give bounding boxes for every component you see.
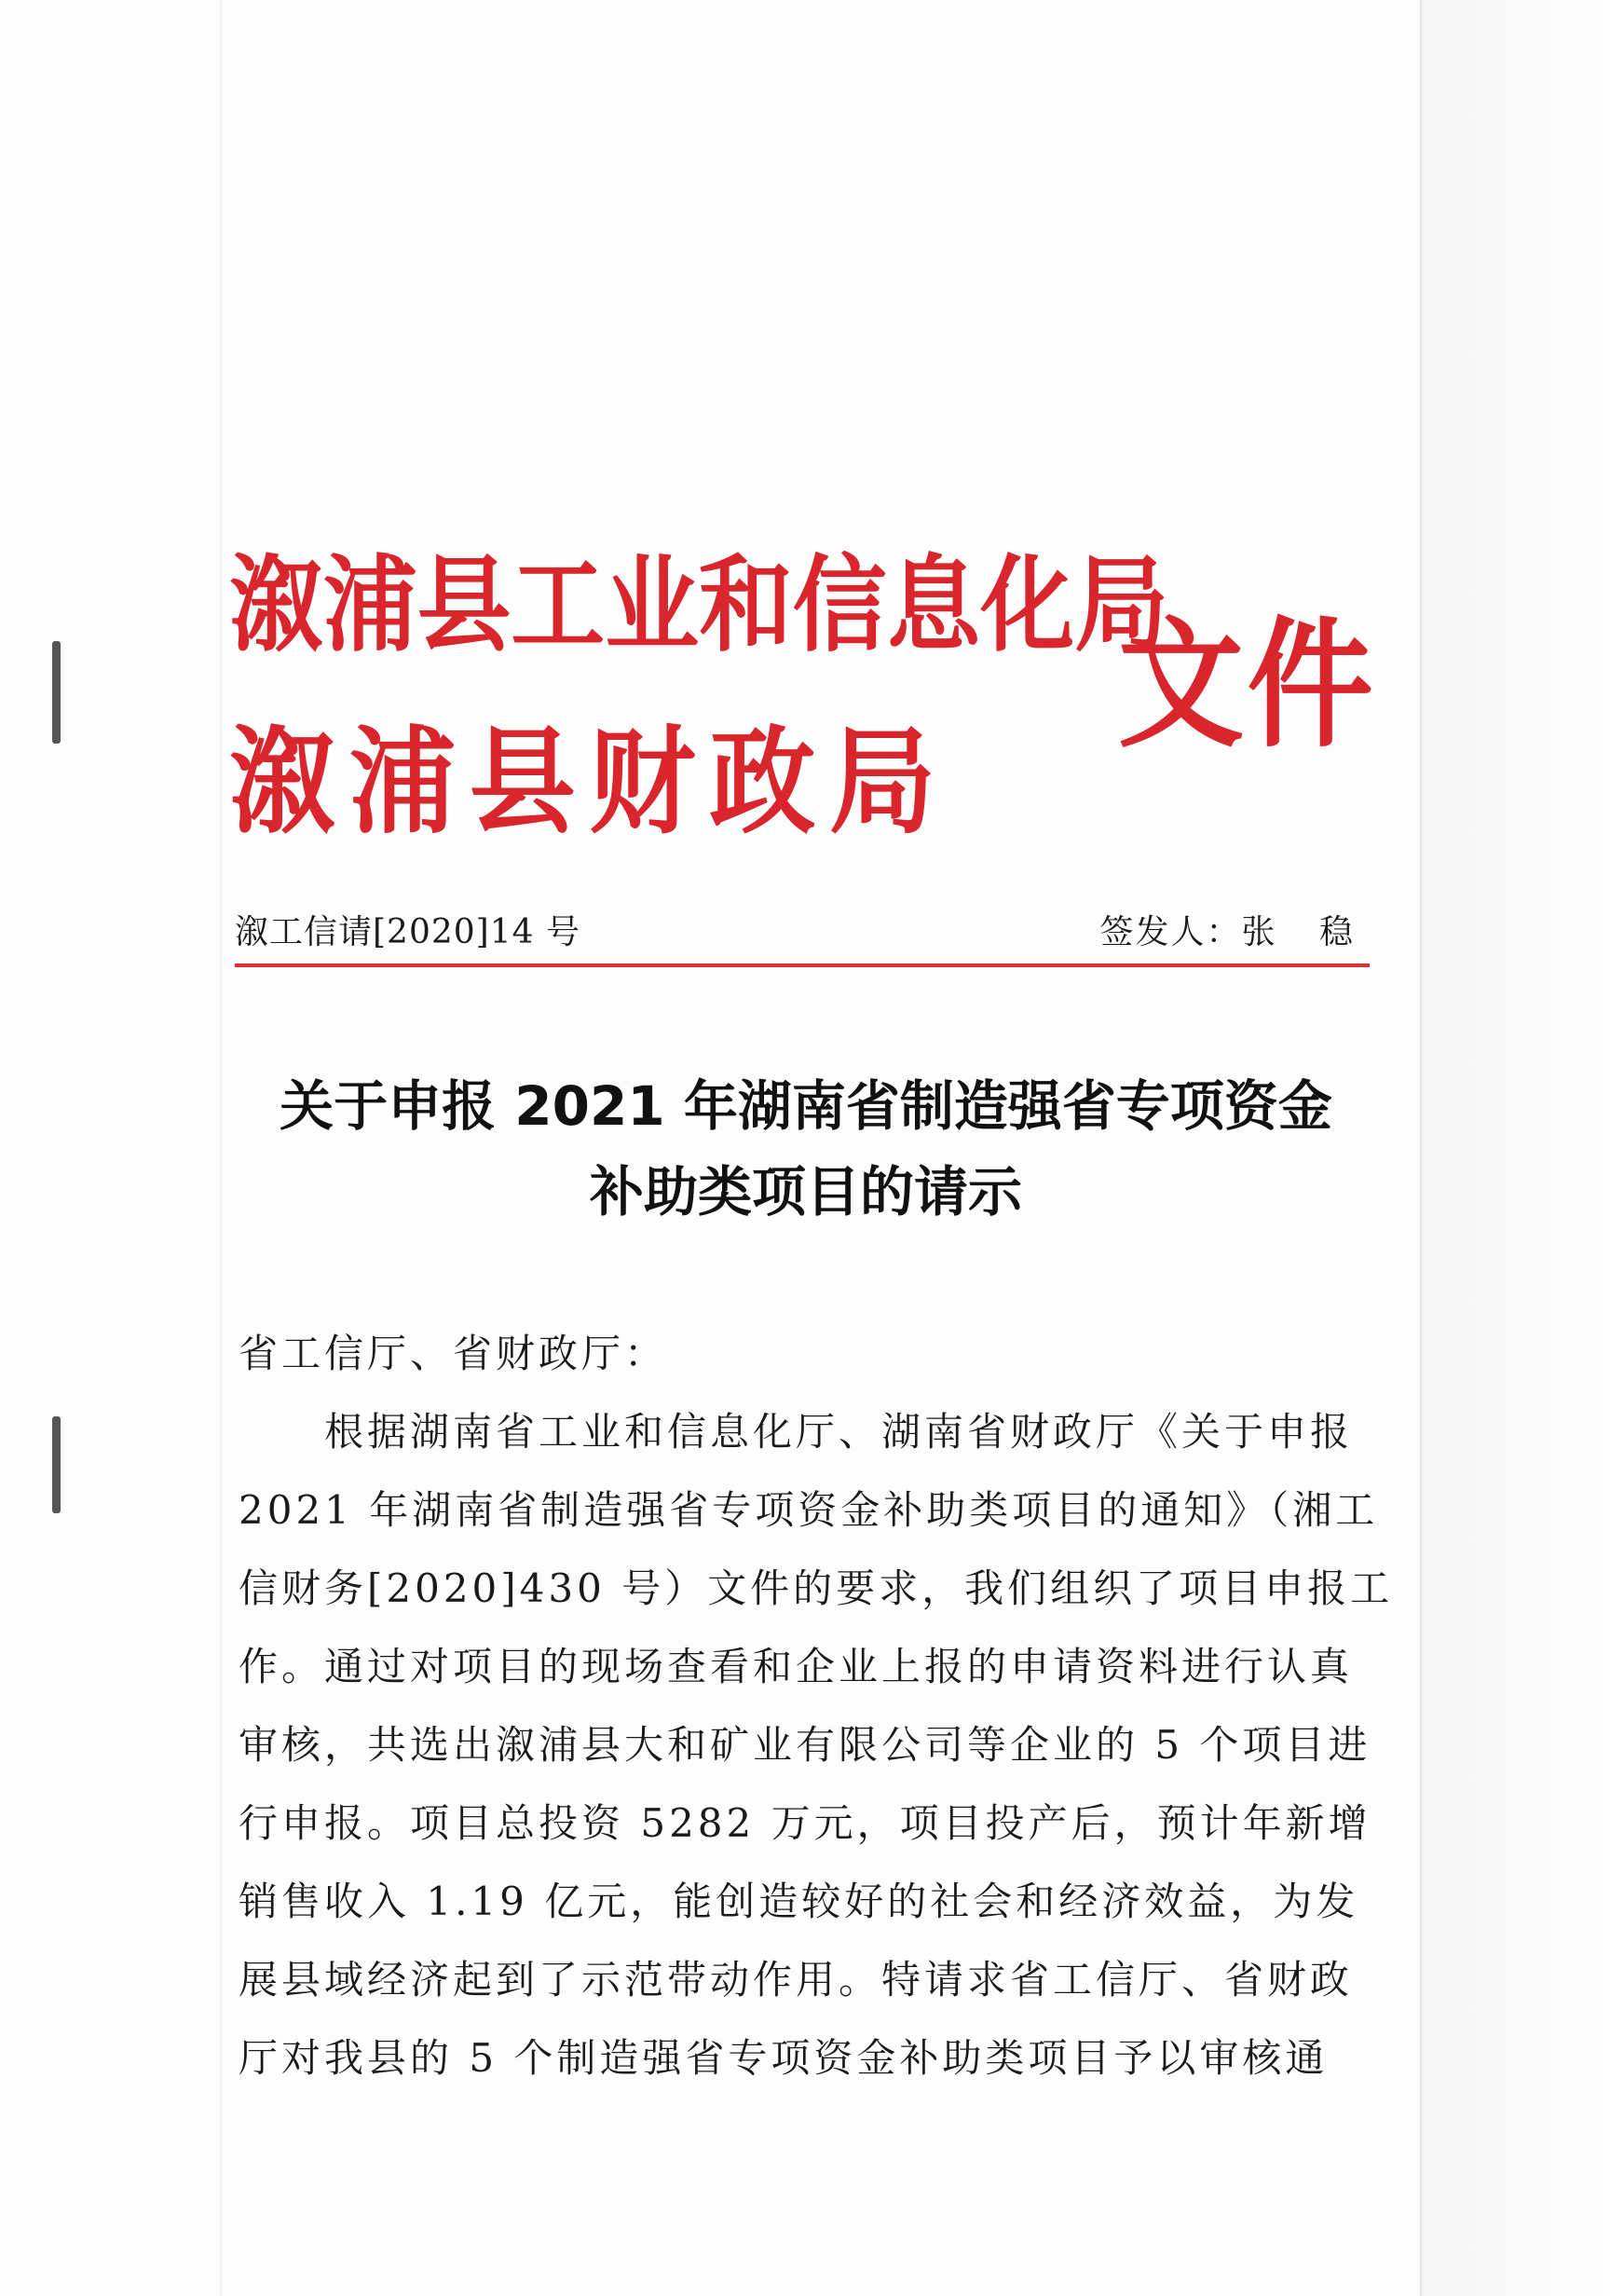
document-word: 文件 [1118,609,1377,764]
issuing-org-line2: 溆浦县财政局 [229,719,949,847]
binding-mark [52,1416,61,1513]
body-line: 展县域经济起到了示范带动作用。特请求省工信厅、省财政 [239,1957,1354,2002]
signer [1100,906,1370,953]
body-line: 行申报。项目总投资 5282 万元，项目投产后，预计年新增 [239,1800,1371,1846]
body-line: 信财务[2020]430 号）文件的要求，我们组织了项目申报工 [239,1565,1394,1611]
red-separator-rule [235,964,1370,967]
document-title-line2: 补助类项目的请示 [589,1160,1022,1223]
body-line: 作。通过对项目的现场查看和企业上报的申请资料进行认真 [239,1644,1354,1689]
binding-mark [52,641,61,744]
issuing-org-line1: 溆浦县工业和信息化局 [229,549,1168,664]
document-number: 溆工信请[2020]14 号 [235,913,580,951]
salutation: 省工信厅、省财政厅： [239,1331,668,1376]
document-title-line1: 关于申报 2021 年湖南省制造强省专项资金 [280,1074,1332,1138]
signer-label: 签发人： [1099,913,1242,951]
document-meta-row [235,906,1370,962]
body-line: 审核，共选出溆浦县大和矿业有限公司等企业的 5 个项目进 [239,1722,1371,1768]
body-line: 销售收入 1.19 亿元，能创造较好的社会和经济效益，为发 [239,1879,1359,1924]
body-line: 根据湖南省工业和信息化厅、湖南省财政厅《关于申报 [324,1409,1354,1455]
paper-edge-shadow [1422,0,1610,2296]
body-line: 厅对我县的 5 个制造强省专项资金补助类项目予以审核通 [239,2035,1329,2081]
body-line: 2021 年湖南省制造强省专项资金补助类项目的通知》（湘工 [239,1487,1379,1533]
signer-name: 张 稳 [1241,913,1370,951]
